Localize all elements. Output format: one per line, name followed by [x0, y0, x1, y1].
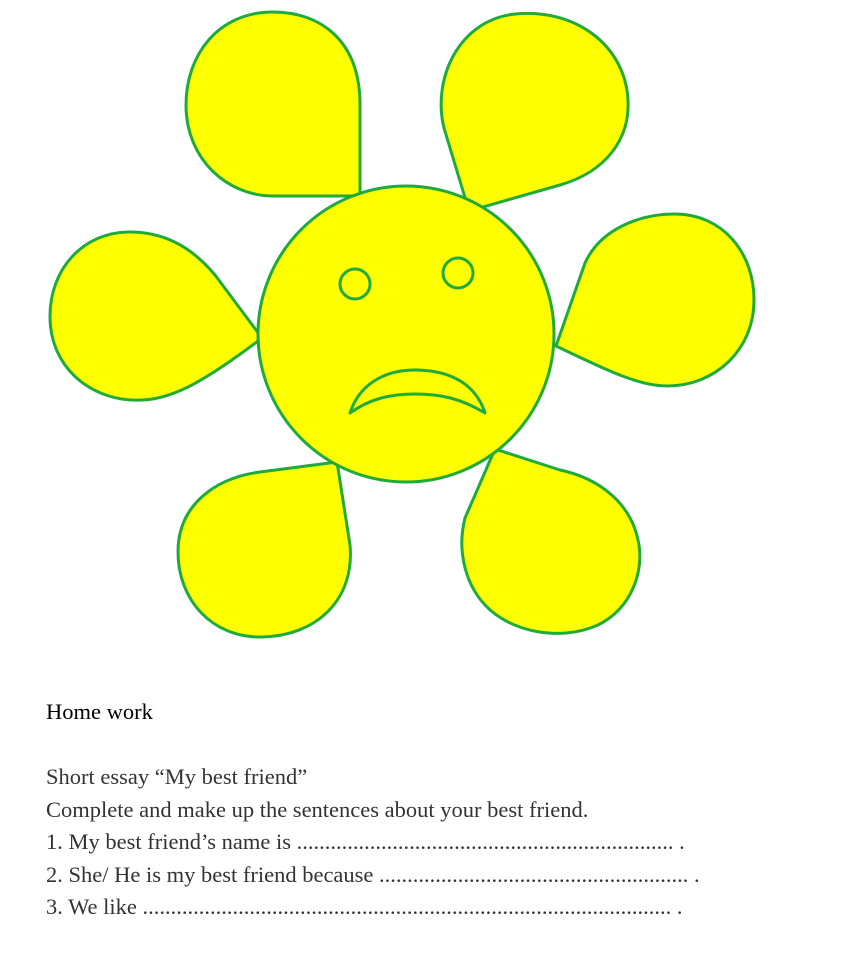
right-eye — [443, 258, 473, 288]
petal-right — [556, 214, 754, 386]
petal-bottom-left — [178, 462, 350, 637]
homework-text — [46, 761, 700, 924]
petal-top-right — [441, 13, 628, 211]
petal-top-left — [186, 12, 360, 196]
instructions: Complete and make up the sentences about your best friend. — [46, 796, 589, 822]
sentence-2: 2. She/ He is my best friend because ....................................................... . — [46, 861, 700, 887]
sentence-3: 3. We like .............................................................................................. . — [46, 894, 683, 919]
flower-face — [258, 186, 554, 482]
left-eye — [340, 269, 370, 299]
sentence-1: 1. My best friend’s name is ................................................................... . — [46, 829, 685, 854]
homework-heading: Home work — [46, 699, 153, 724]
petal-left — [50, 232, 262, 400]
essay-title: Short essay “My best friend” — [46, 764, 308, 789]
petal-bottom-right — [462, 449, 640, 633]
